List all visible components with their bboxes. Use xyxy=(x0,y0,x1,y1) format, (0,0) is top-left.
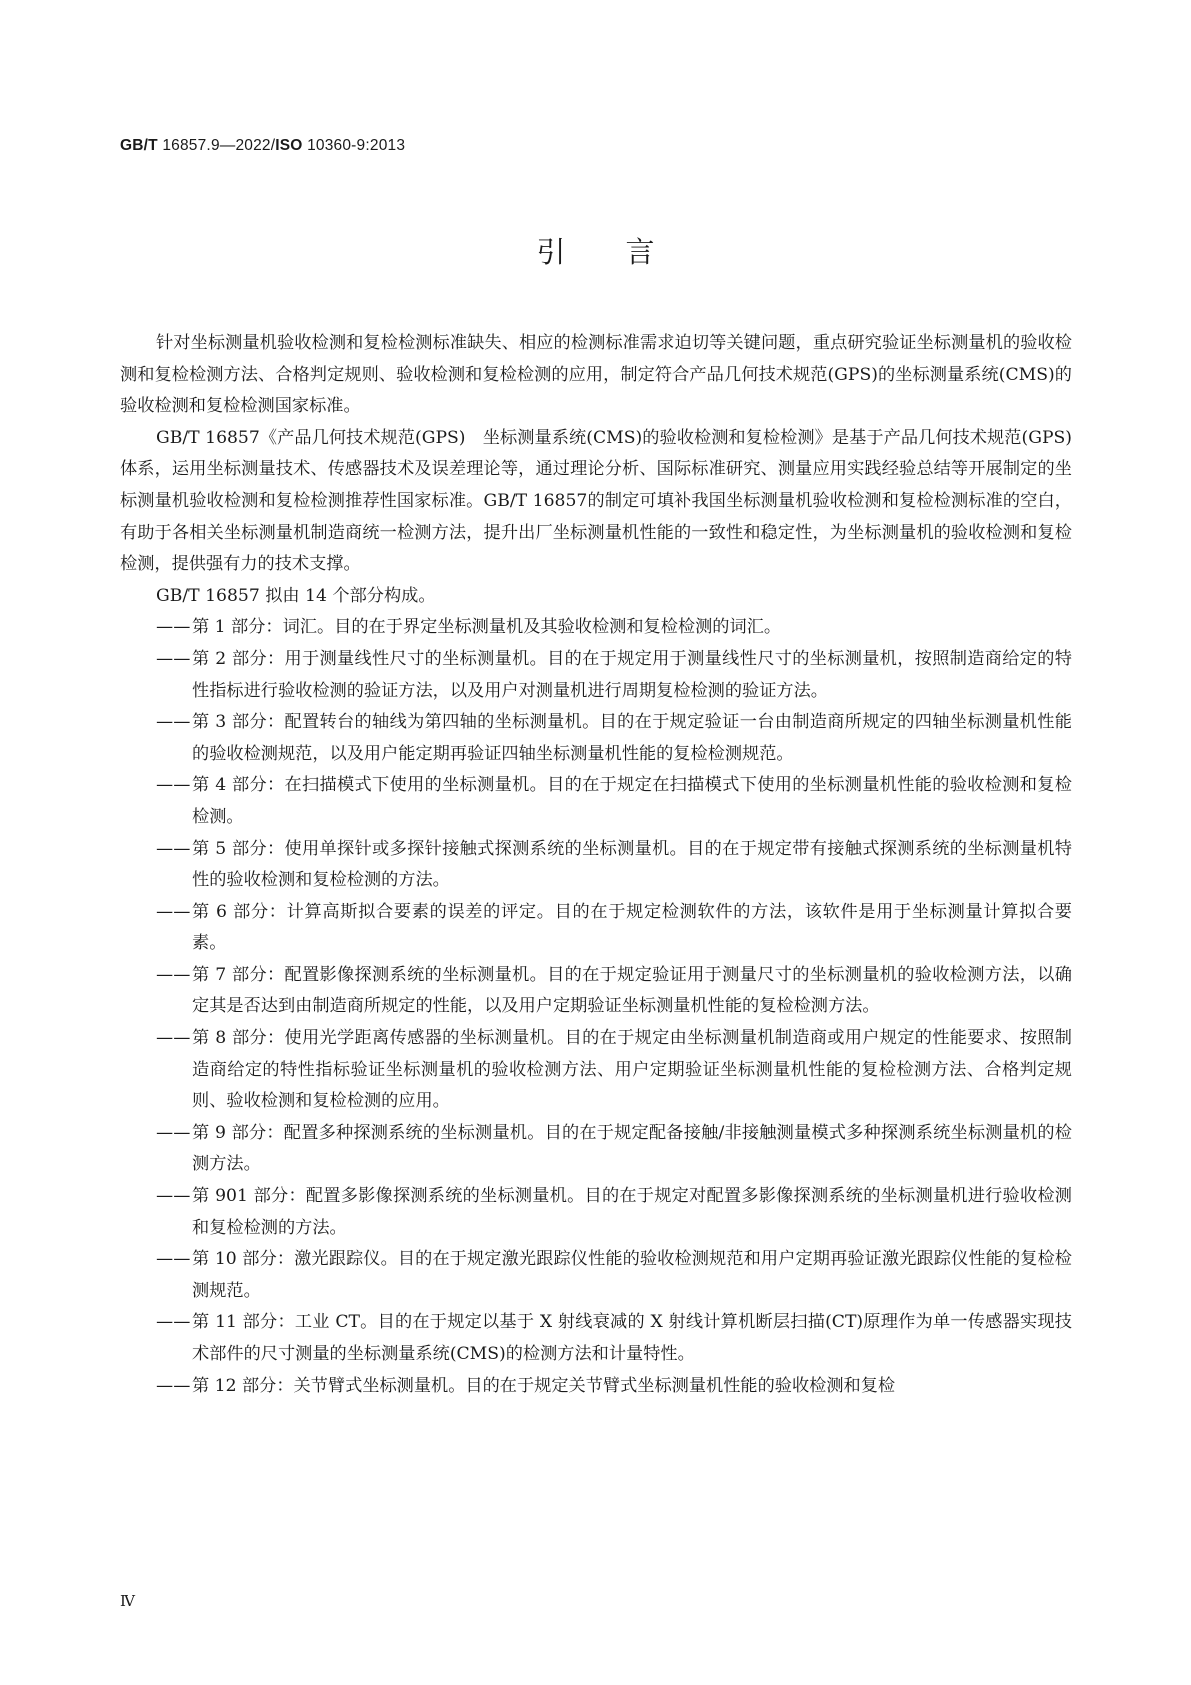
dash-marker: —— xyxy=(156,1312,191,1333)
list-item xyxy=(120,1023,1072,1118)
part-text: 第 9 部分：配置多种探测系统的坐标测量机。目的在于规定配备接触/非接触测量模式多种探测系统坐标测量机的检测方法。 xyxy=(192,1122,1072,1175)
dash-marker: —— xyxy=(156,964,191,985)
dash-marker: —— xyxy=(156,1028,191,1049)
page-title: 引言 xyxy=(536,235,715,269)
list-item xyxy=(120,612,1072,644)
part-text: 第 11 部分：工业 CT。目的在于规定以基于 X 射线衰减的 X 射线计算机断层扫描(CT)原理作为单一传感器实现技术部件的尺寸测量的坐标测量系统(CMS)的检测方法和计量特性。 xyxy=(192,1312,1072,1364)
dash-marker: —— xyxy=(156,1375,191,1396)
header-iso-number: 10360-9:2013 xyxy=(302,137,406,154)
part-text: 第 4 部分：在扫描模式下使用的坐标测量机。目的在于规定在扫描模式下使用的坐标测量机性能的验收检测和复检检测。 xyxy=(192,775,1072,827)
list-item xyxy=(120,1371,1072,1403)
list-item xyxy=(120,707,1072,770)
dash-marker: —— xyxy=(156,838,191,859)
part-text: 第 7 部分：配置影像探测系统的坐标测量机。目的在于规定验证用于测量尺寸的坐标测量机的验收检测方法，以确定其是否达到由制造商所规定的性能，以及用户定期验证坐标测量机性能的复检检测方法。 xyxy=(192,964,1072,1017)
header-iso: ISO xyxy=(275,137,303,154)
list-item xyxy=(120,1118,1072,1181)
part-text: 第 901 部分：配置多影像探测系统的坐标测量机。目的在于规定对配置多影像探测系统的坐标测量机进行验收检测和复检检测的方法。 xyxy=(192,1186,1072,1238)
intro-paragraph: GB/T 16857 拟由 14 个部分构成。 xyxy=(156,585,436,606)
dash-marker: —— xyxy=(156,712,191,733)
page-number: Ⅳ xyxy=(120,1592,135,1610)
part-text: 第 1 部分：词汇。目的在于界定坐标测量机及其验收检测和复检检测的词汇。 xyxy=(192,617,782,638)
part-text: 第 12 部分：关节臂式坐标测量机。目的在于规定关节臂式坐标测量机性能的验收检测和复检 xyxy=(192,1375,896,1396)
list-item xyxy=(120,770,1072,833)
header-code: GB/T xyxy=(120,137,158,154)
part-text: 第 2 部分：用于测量线性尺寸的坐标测量机。目的在于规定用于测量线性尺寸的坐标测量机，按照制造商给定的特性指标进行验收检测的验证方法，以及用户对测量机进行周期复检检测的验证方法。 xyxy=(192,648,1072,701)
list-item xyxy=(120,897,1072,960)
intro-paragraph: GB/T 16857《产品几何技术规范(GPS) 坐标测量系统(CMS)的验收检测和复检检测》是基于产品几何技术规范(GPS)体系，运用坐标测量技术、传感器技术及误差理论等，通过理论分析、国际标准研究、测量应用实践经验总结等开展制定的坐标测量机验收检测和复检检测推荐性国家标准。GB/T 16857的制定可填补我国坐标测量机验收检测和复检检测标准的空白，有助于各相关坐标测量机制造商统一检测方法，提升出厂坐标测量机性能的一致性和稳定性，为坐标测量机的验收检测和复检检测，提供强有力的技术支撑。 xyxy=(120,427,1072,575)
list-item xyxy=(120,1307,1072,1370)
body-text xyxy=(120,328,1072,1402)
list-item xyxy=(120,960,1072,1023)
dash-marker: —— xyxy=(156,1186,191,1207)
part-text: 第 5 部分：使用单探针或多探针接触式探测系统的坐标测量机。目的在于规定带有接触式探测系统的坐标测量机特性的验收检测和复检检测的方法。 xyxy=(192,838,1072,891)
intro-paragraph: 针对坐标测量机验收检测和复检检测标准缺失、相应的检测标准需求迫切等关键问题，重点研究验证坐标测量机的验收检测和复检检测方法、合格判定规则、验收检测和复检检测的应用，制定符合产品几何技术规范(GPS)的坐标测量系统(CMS)的验收检测和复检检测国家标准。 xyxy=(120,333,1072,417)
list-item xyxy=(120,834,1072,897)
part-text: 第 3 部分：配置转台的轴线为第四轴的坐标测量机。目的在于规定验证一台由制造商所规定的四轴坐标测量机性能的验收检测规范，以及用户能定期再验证四轴坐标测量机性能的复检检测规范。 xyxy=(192,712,1072,764)
list-item xyxy=(120,1244,1072,1307)
part-text: 第 6 部分：计算高斯拟合要素的误差的评定。目的在于规定检测软件的方法，该软件是用于坐标测量计算拟合要素。 xyxy=(192,901,1072,954)
part-text: 第 10 部分：激光跟踪仪。目的在于规定激光跟踪仪性能的验收检测规范和用户定期再验证激光跟踪仪性能的复检检测规范。 xyxy=(192,1249,1072,1301)
dash-marker: —— xyxy=(156,617,191,638)
header-number: 16857.9—2022/ xyxy=(157,137,276,154)
part-text: 第 8 部分：使用光学距离传感器的坐标测量机。目的在于规定由坐标测量机制造商或用户规定的性能要求、按照制造商给定的特性指标验证坐标测量机的验收检测方法、用户定期验证坐标测量机性能的复检检测方法、合格判定规则、验收检测和复检检测的应用。 xyxy=(192,1028,1072,1112)
document-code xyxy=(120,137,405,155)
list-item xyxy=(120,1181,1072,1244)
dash-marker: —— xyxy=(156,901,191,922)
list-item xyxy=(120,644,1072,707)
dash-marker: —— xyxy=(156,775,191,796)
dash-marker: —— xyxy=(156,1122,191,1143)
dash-marker: —— xyxy=(156,1249,191,1270)
dash-marker: —— xyxy=(156,648,191,669)
